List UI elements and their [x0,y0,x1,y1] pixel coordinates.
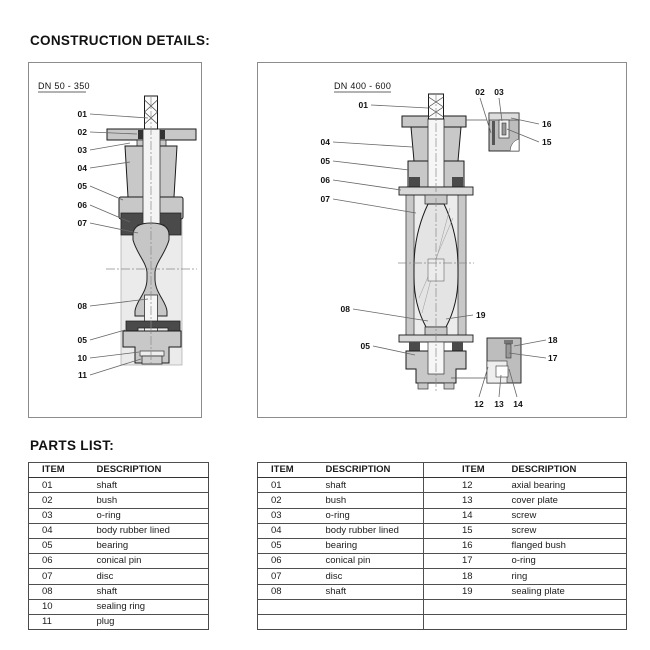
shaft-channel [143,129,160,227]
item-cell: 04 [29,523,84,538]
item-cell: 02 [258,493,313,508]
item-cell: 08 [29,584,84,599]
callout-02: 02 [475,87,485,97]
description-cell: o-ring [313,508,424,523]
description-cell: o-ring [84,508,209,523]
foot-right [444,383,454,389]
table-row [29,599,209,614]
description-cell: bearing [313,538,424,553]
item-cell: 10 [29,599,84,614]
table-row [29,554,209,569]
callout-13: 13 [494,399,504,409]
bush-left [138,130,143,139]
parts-heading: PARTS LIST: [30,438,115,453]
item-cell: 01 [29,478,84,493]
callout-01: 01 [77,109,87,119]
callout-15: 15 [542,137,552,147]
table-row [258,554,627,569]
bush-right [160,130,165,139]
col-header-item-2: ITEM [424,463,499,478]
description-cell: sealing plate [499,584,627,599]
description-cell: plug [84,614,209,629]
table-row [258,523,627,538]
callout-08: 08 [340,304,350,314]
description-cell: body rubber lined [313,523,424,538]
description-cell: shaft [84,478,209,493]
col-header-description: DESCRIPTION [313,463,424,478]
description-cell: flanged bush [499,538,627,553]
diagram-dn50-350 [28,62,202,418]
table-header-row [29,463,209,478]
table-row [29,523,209,538]
table-row [258,584,627,599]
bottom-rubber-left [409,342,420,351]
table-row [29,508,209,523]
body-wall-right [458,187,466,341]
description-cell: bearing [84,538,209,553]
col-header-description-2: DESCRIPTION [499,463,627,478]
description-cell: conical pin [313,554,424,569]
bottom-detail-inset [487,338,521,383]
item-cell: 15 [424,523,499,538]
item-cell: 06 [258,554,313,569]
parts-table-dn50-350 [28,462,209,630]
callout-12: 12 [474,399,484,409]
item-cell: 07 [258,569,313,584]
valve-drawing-dn50-350 [29,63,200,416]
diagram-title: DN 400 - 600 [334,81,392,91]
col-header-description: DESCRIPTION [84,463,209,478]
description-cell: sealing ring [84,599,209,614]
item-cell: 11 [29,614,84,629]
table-row [29,569,209,584]
item-cell: 17 [424,554,499,569]
callout-01: 01 [358,100,368,110]
description-cell: ring [499,569,627,584]
valve-body-group [107,96,196,365]
callout-19: 19 [476,310,486,320]
item-cell: 04 [258,523,313,538]
table-empty-row [258,599,627,614]
table-row [29,493,209,508]
callout-04: 04 [320,137,330,147]
item-cell: 03 [29,508,84,523]
item-cell: 02 [29,493,84,508]
callout-10: 10 [77,353,87,363]
sealing-ring [140,351,164,356]
table-row [258,508,627,523]
col-header-item: ITEM [258,463,313,478]
callout-05-lower: 05 [360,341,370,351]
description-cell: conical pin [84,554,209,569]
item-cell: 12 [424,478,499,493]
table-row [29,614,209,629]
callout-14: 14 [513,399,523,409]
callout-06: 06 [320,175,330,185]
description-cell: disc [84,569,209,584]
item-cell: 18 [424,569,499,584]
item-cell: 03 [258,508,313,523]
valve-drawing-dn400-600 [258,63,625,416]
callout-03: 03 [494,87,504,97]
rubber-right [452,177,463,187]
plug [142,356,162,364]
item-cell: 01 [258,478,313,493]
callout-11: 11 [78,370,87,380]
callout-06: 06 [77,200,87,210]
callout-04: 04 [77,163,87,173]
description-cell: shaft [84,584,209,599]
item-cell: 07 [29,569,84,584]
parts-table-dn400-600 [257,462,627,630]
callout-07: 07 [320,194,330,204]
callout-02: 02 [77,127,87,137]
bottom-rubber-right [452,342,463,351]
table-row [258,569,627,584]
item-cell: 13 [424,493,499,508]
foot-left [418,383,428,389]
description-cell: shaft [313,478,424,493]
callout-08: 08 [77,301,87,311]
callout-labels [78,109,88,380]
description-cell: bush [84,493,209,508]
callout-07: 07 [77,218,87,228]
callout-17: 17 [548,353,558,363]
construction-heading: CONSTRUCTION DETAILS: [30,33,211,48]
description-cell: bush [313,493,424,508]
item-cell: 08 [258,584,313,599]
rubber-left [409,177,420,187]
description-cell: shaft [313,584,424,599]
callout-05-upper: 05 [77,181,87,191]
description-cell: axial bearing [499,478,627,493]
table-row [258,493,627,508]
table-empty-row [258,614,627,629]
callout-05-upper: 05 [320,156,330,166]
description-cell: cover plate [499,493,627,508]
table-row [258,538,627,553]
table-row [29,538,209,553]
item-cell: 16 [424,538,499,553]
diagram-dn400-600 [257,62,627,418]
item-cell: 06 [29,554,84,569]
col-header-item: ITEM [29,463,84,478]
callout-18: 18 [548,335,558,345]
table-row [258,478,627,493]
item-cell: 05 [258,538,313,553]
callout-05-lower: 05 [77,335,87,345]
item-cell: 19 [424,584,499,599]
callout-03: 03 [77,145,87,155]
table-header-row [258,463,627,478]
description-cell: body rubber lined [84,523,209,538]
description-cell: disc [313,569,424,584]
callout-16: 16 [542,119,552,129]
valve-body-group [399,94,487,389]
diagram-title: DN 50 - 350 [38,81,90,91]
table-row [29,584,209,599]
description-cell: screw [499,508,627,523]
description-cell: screw [499,523,627,538]
item-cell: 14 [424,508,499,523]
table-row [29,478,209,493]
item-cell: 05 [29,538,84,553]
description-cell: o-ring [499,554,627,569]
